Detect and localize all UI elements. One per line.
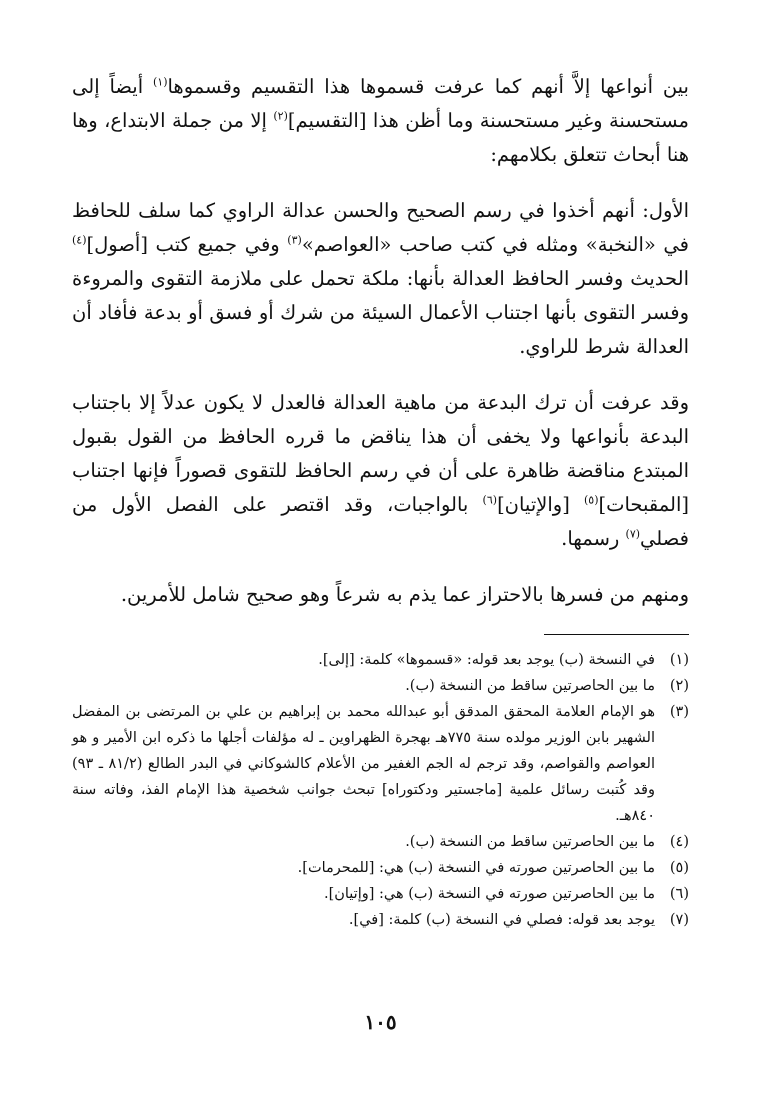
text-segment: الحديث وفسر الحافظ العدالة بأنها: ملكة تحمل على ملازمة التقوى والمروءة وفسر التقوى بأنها اجتناب الأعمال السيئة من شرك أو فسق أو بدعة فأفاد أن العدالة شرط للراوي. [72, 267, 689, 358]
footnote-text: ما بين الحاصرتين ساقط من النسخة (ب). [405, 834, 655, 850]
footnote [72, 647, 689, 673]
footnote-text: في النسخة (ب) يوجد بعد قوله: «قسموها» كلمة: [إلى]. [318, 652, 655, 668]
footnote [72, 699, 689, 829]
text-segment: أيضاً إلى مستحسنة وغير مستحسنة وما أظن هذا [التقسيم] [72, 75, 689, 132]
footnote-text: ما بين الحاصرتين ساقط من النسخة (ب). [405, 678, 655, 694]
text-segment: بالواجبات، وقد اقتصر على الفصل الأول من فصلي [72, 493, 689, 550]
footnote-number: (٥) [669, 860, 689, 876]
footnote [72, 673, 689, 699]
text-segment: بين أنواعها إلاَّ أنهم كما عرفت قسموها هذا التقسيم وقسموها [167, 75, 689, 98]
text-segment: وفي جميع كتب [أصول] [86, 233, 288, 256]
footnote-number: (٦) [669, 886, 689, 902]
footnotes [72, 647, 689, 933]
footnote-ref: (٤) [72, 233, 87, 247]
text-segment: الأول: أنهم أخذوا في رسم الصحيح والحسن عدالة الراوي كما سلف للحافظ في «النخبة» ومثله في كتب صاحب «العواصم» [72, 199, 689, 256]
footnote-number: (١) [669, 652, 689, 668]
text-segment: [والإتيان] [497, 493, 584, 516]
footnote-text: ما بين الحاصرتين صورته في النسخة (ب) هي: [للمحرمات]. [297, 860, 655, 876]
paragraph [72, 386, 689, 556]
footnote [72, 907, 689, 933]
paragraph [72, 578, 689, 612]
paragraph [72, 70, 689, 172]
footnote-number: (٤) [669, 834, 689, 850]
text-segment: إلا من جملة الابتداع، وها هنا أبحاث تتعلق بكلامهم: [72, 109, 689, 166]
paragraph [72, 194, 689, 364]
text-segment: رسمها. [561, 527, 626, 550]
main-text [72, 70, 689, 612]
footnote-text: ما بين الحاصرتين صورته في النسخة (ب) هي: [وإتيان]. [323, 886, 655, 902]
footnote [72, 855, 689, 881]
text-segment: ومنهم من فسرها بالاحتراز عما يذم به شرعاً وهو صحيح شامل للأمرين. [120, 583, 689, 606]
footnote-ref: (٥) [584, 493, 599, 507]
page-body [72, 70, 689, 933]
footnote [72, 881, 689, 907]
footnote-ref: (٢) [273, 109, 288, 123]
footnote-text: هو الإمام العلامة المحقق المدقق أبو عبدالله محمد بن إبراهيم بن علي بن المرتضى بن المفضل الشهير بابن الوزير مولده سنة ٧٧٥هـ بهجرة الظهراوين ـ له مؤلفات أجلها ما ذكره ابن الأمير و هو العواصم والقواصم، وقد ترجم له الجم الغفير من الأعلام كالشوكاني في البدر الطالع (٨١/٢ ـ ٩٣) وقد كُتبت رسائل علمية [ماجستير ودكتوراه] تبحث جوانب شخصية هذا الإمام الفذ، وفاته سنة ٨٤٠هـ. [72, 704, 655, 824]
footnote-ref: (٣) [287, 233, 302, 247]
footnote-ref: (٦) [482, 493, 498, 507]
footnote-number: (٧) [669, 912, 689, 928]
footnote-ref: (١) [152, 75, 168, 89]
footnote-ref: (٧) [625, 527, 641, 541]
text-segment: وقد عرفت أن ترك البدعة من ماهية العدالة فالعدل لا يكون عدلاً إلا باجتناب البدعة بأنواعها ولا يخفى أن هذا يناقض ما قرره الحافظ من القول بقبول المبتدع مناقضة ظاهرة على أن في رسم الحافظ للتقوى قصوراً فإنها اجتناب [المقبحات] [72, 391, 689, 516]
footnote-number: (٣) [669, 704, 689, 720]
footnote-number: (٢) [669, 678, 689, 694]
footnote [72, 829, 689, 855]
footnote-text: يوجد بعد قوله: فصلي في النسخة (ب) كلمة: [في]. [348, 912, 655, 928]
page-number: ١٠٥ [364, 1010, 397, 1034]
footnote-separator [544, 634, 689, 635]
